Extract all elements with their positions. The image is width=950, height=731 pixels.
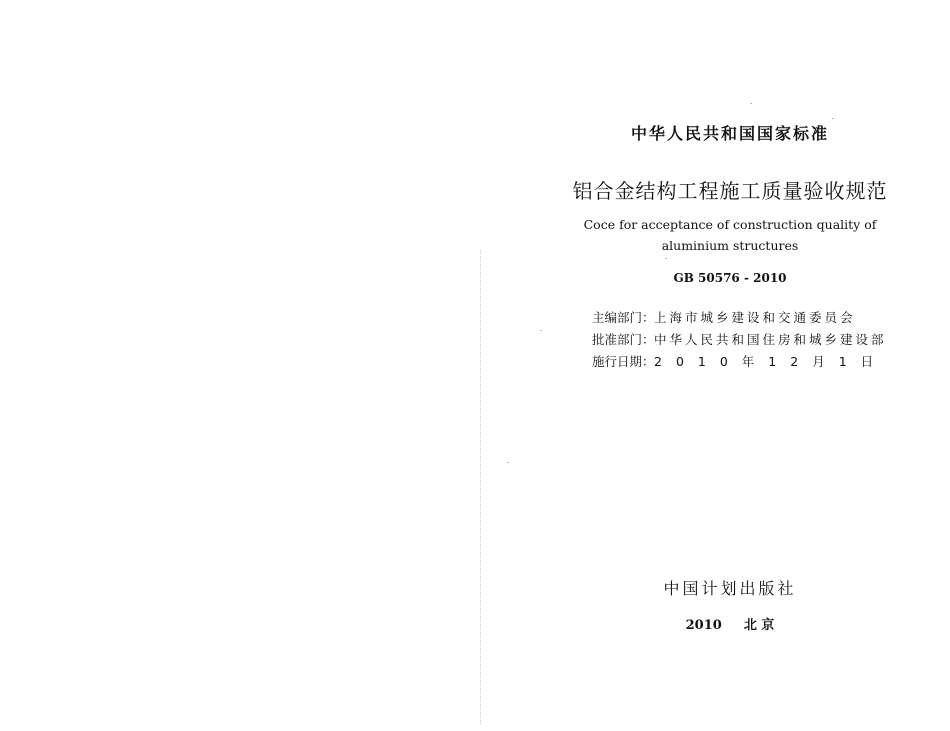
- info-row-approver: [592, 329, 887, 351]
- info-block: [592, 307, 887, 373]
- publisher-name: 中国计划出版社: [663, 579, 797, 598]
- document-title-en-line2: aluminium structures: [661, 238, 799, 253]
- document-title-zh: 铝合金结构工程施工质量验收规范: [572, 179, 888, 203]
- info-row-effective-date: [592, 351, 887, 373]
- info-label: 施行日期：: [592, 354, 655, 369]
- page-fold-line: [480, 250, 481, 725]
- info-value: 中华人民共和国住房和城乡建设部: [654, 332, 887, 347]
- info-label: 主编部门：: [592, 310, 655, 325]
- document-title-en-line1: Coce for acceptance of construction quality of: [583, 217, 877, 232]
- publication-year: 2010: [685, 618, 722, 633]
- publication-line: [565, 614, 895, 633]
- standard-type-heading: 中华人民共和国国家标准: [630, 124, 829, 143]
- publication-city: 北 京: [743, 618, 775, 633]
- info-value: 上海市城乡建设和交通委员会: [654, 310, 856, 325]
- standard-code: GB 50576 - 2010: [673, 271, 787, 285]
- info-value: 2010年12月1日: [654, 354, 888, 369]
- info-row-editor: [592, 307, 887, 329]
- info-label: 批准部门：: [592, 332, 655, 347]
